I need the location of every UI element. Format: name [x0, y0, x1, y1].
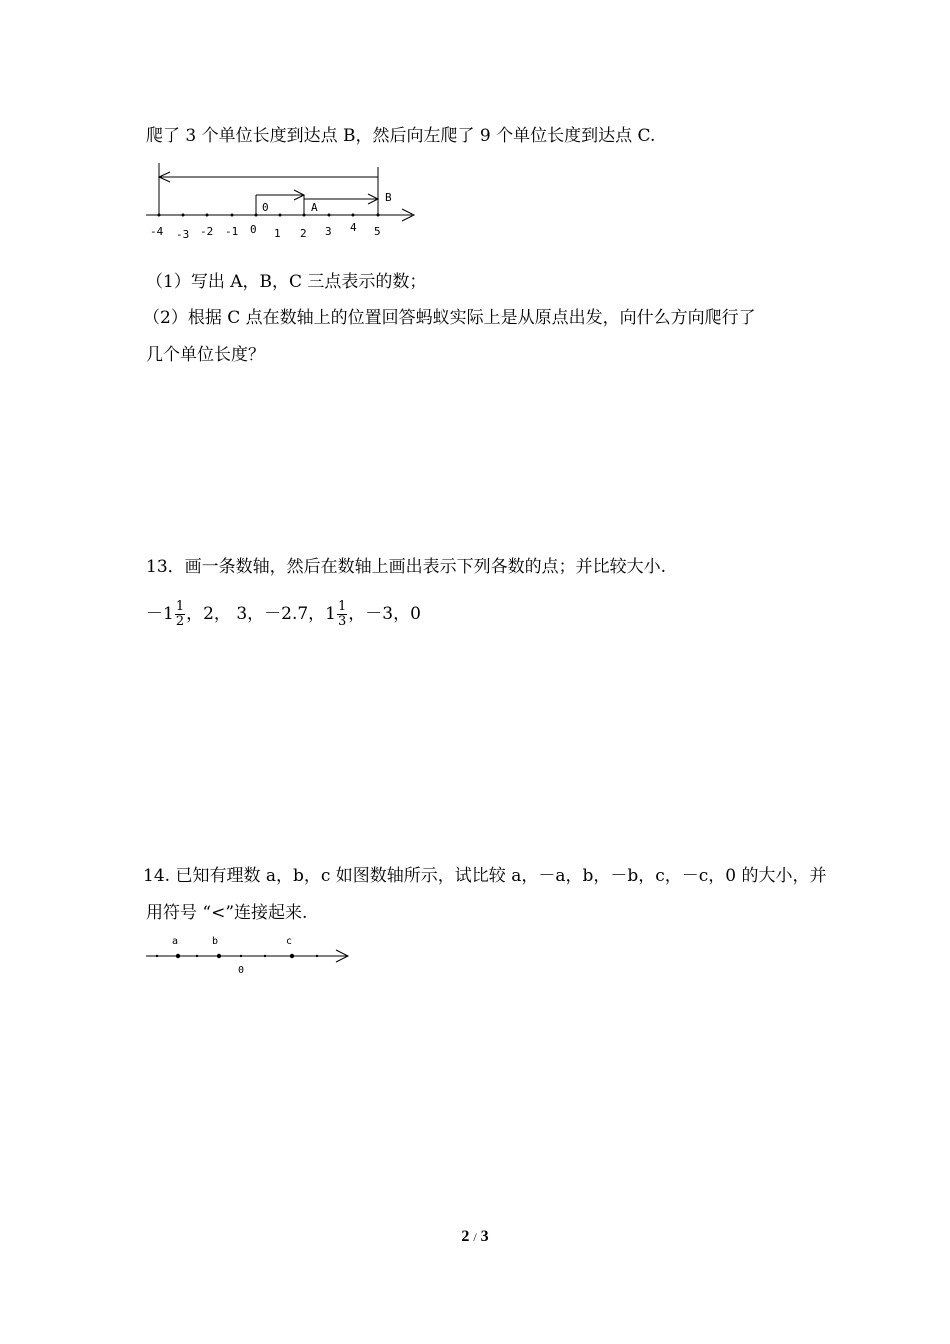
tick-dot — [231, 214, 234, 217]
number-list-middle: ，2， 3，－2.7，1 — [186, 604, 336, 624]
tick-dot — [279, 214, 282, 217]
origin-label: 0 — [262, 201, 269, 214]
problem12-question1: （1）写出 A，B，C 三点表示的数； — [146, 272, 427, 292]
point-a-label: a — [172, 936, 179, 947]
tick-dot — [264, 955, 266, 957]
tick-dot — [352, 214, 355, 217]
point-b-label: B — [385, 191, 392, 204]
point-c-label: c — [286, 936, 293, 947]
point-a-dot — [176, 954, 180, 958]
point-c-dot — [290, 954, 294, 958]
tick-dot — [182, 214, 185, 217]
tick-dot — [156, 955, 158, 957]
tick-label: -4 — [150, 225, 164, 238]
tick-dot — [316, 955, 318, 957]
number-line-figure-1 — [140, 155, 430, 245]
tick-label: -2 — [200, 225, 214, 238]
tick-dot — [255, 214, 258, 217]
zero-label: 0 — [238, 965, 245, 976]
problem12-question2-line1: （2）根据 C 点在数轴上的位置回答蚂蚁实际上是从原点出发，向什么方向爬行了 — [143, 308, 756, 328]
problem12-intro: 爬了 3 个单位长度到达点 B，然后向左爬了 9 个单位长度到达点 C. — [146, 126, 656, 146]
tick-label: -3 — [176, 228, 190, 241]
point-a-label: A — [311, 201, 318, 214]
point-b-label: b — [212, 936, 219, 947]
fraction-one-half: $\frac{1}{2}$ — [175, 599, 185, 629]
problem13-numbers — [146, 600, 421, 629]
tick-dot — [196, 955, 198, 957]
problem12-question2-line2: 几个单位长度？ — [146, 345, 265, 365]
tick-dot — [158, 214, 161, 217]
tick-label: 2 — [300, 227, 307, 240]
number-line-figure-2 — [140, 930, 360, 980]
tick-dot — [240, 955, 242, 957]
problem14-statement-line1: 14. 已知有理数 a，b，c 如图数轴所示，试比较 a，－a，b，－b，c，－c，0 的大小，并 — [143, 866, 827, 886]
tick-label: 1 — [274, 227, 281, 240]
fraction-one-third: $\frac{1}{3}$ — [338, 599, 347, 629]
tick-dot — [303, 214, 306, 217]
tick-label: 4 — [350, 221, 357, 234]
problem14-statement-line2: 用符号 “<”连接起来. — [146, 903, 308, 923]
problem13-statement: 13．画一条数轴，然后在数轴上画出表示下列各数的点；并比较大小. — [146, 557, 667, 577]
point-b-dot — [217, 954, 221, 958]
tick-label: 0 — [250, 223, 257, 236]
tick-label: 3 — [325, 225, 332, 238]
tick-label: 5 — [374, 225, 381, 238]
tick-dot — [377, 214, 380, 217]
mixed-number-prefix: －1 — [146, 604, 174, 624]
page-number: 2 / 3 — [461, 1228, 489, 1245]
number-list-suffix: ，－3，0 — [348, 604, 421, 624]
tick-label: -1 — [225, 225, 239, 238]
tick-dot — [328, 214, 331, 217]
tick-dot — [206, 214, 209, 217]
